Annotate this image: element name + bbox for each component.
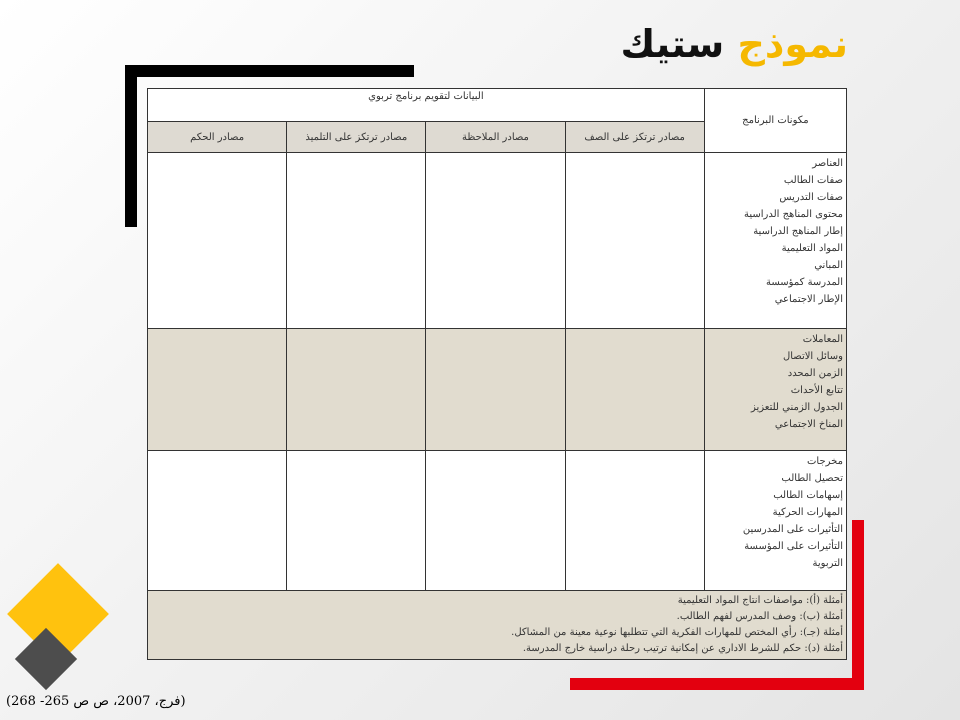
stake-model-table <box>147 88 847 660</box>
title-word-model: نموذج <box>737 22 848 66</box>
table-cell <box>426 329 565 451</box>
table-cell <box>565 153 704 329</box>
examples-notes <box>148 591 847 660</box>
table-cell <box>565 451 704 591</box>
decorative-black-bar-left <box>125 65 137 227</box>
row-head-outcomes: مخرجات تحصيل الطالب إسهامات الطالب المهارات الحركية التأثيرات على المدرسين التأثيرات على المؤسسة التربوية <box>704 451 846 591</box>
table-row-outcomes <box>148 451 847 591</box>
example-b: أمثلة (ب): وصف المدرس لفهم الطالب. <box>676 611 843 622</box>
column-header-class-sources: مصادر ترتكز على الصف <box>565 122 704 153</box>
column-header-observation-sources: مصادر الملاحظة <box>426 122 565 153</box>
table-cell <box>287 329 426 451</box>
column-header-judgment-sources: مصادر الحكم <box>148 122 287 153</box>
table-cell <box>148 451 287 591</box>
table-row-transactions <box>148 329 847 451</box>
row-head-antecedents: العناصر صفات الطالب صفات التدريس محتوى المناهج الدراسية إطار المناهج الدراسية المواد التعليمية المباني المدرسة كمؤسسة الإطار الاجتماعي <box>704 153 846 329</box>
decorative-red-bar-bottom <box>570 678 864 690</box>
example-d: أمثلة (د): حكم للشرط الاداري عن إمكانية ترتيب رحلة دراسية خارج المدرسة. <box>522 643 843 654</box>
row-head-transactions: المعاملات وسائل الاتصال الزمن المحدد تتابع الأحداث الجدول الزمني للتعزيز المناخ الاجتماعي <box>704 329 846 451</box>
program-components-header: مكونات البرنامج <box>704 89 846 153</box>
table-row-antecedents <box>148 153 847 329</box>
table-cell <box>148 329 287 451</box>
table-cell <box>287 451 426 591</box>
decorative-red-bar-right <box>852 520 864 690</box>
evaluation-data-header: البيانات لتقويم برنامج تربوي <box>148 89 705 122</box>
title-word-stake: ستيك <box>620 22 725 66</box>
decorative-black-bar-top <box>125 65 414 77</box>
citation: (فرج، 2007، ص ص 265- 268) <box>6 694 186 709</box>
table-cell <box>565 329 704 451</box>
example-a: أمثلة (أ): مواصفات انتاج المواد التعليمية <box>677 595 843 606</box>
column-header-student-sources: مصادر ترتكز على التلميذ <box>287 122 426 153</box>
slide-title <box>621 22 848 66</box>
table-cell <box>426 153 565 329</box>
table-cell <box>426 451 565 591</box>
table-cell <box>287 153 426 329</box>
table-cell <box>148 153 287 329</box>
example-c: أمثلة (جـ): رأي المختص للمهارات الفكرية التي تتطلبها نوعية معينة من المشاكل. <box>511 627 843 638</box>
